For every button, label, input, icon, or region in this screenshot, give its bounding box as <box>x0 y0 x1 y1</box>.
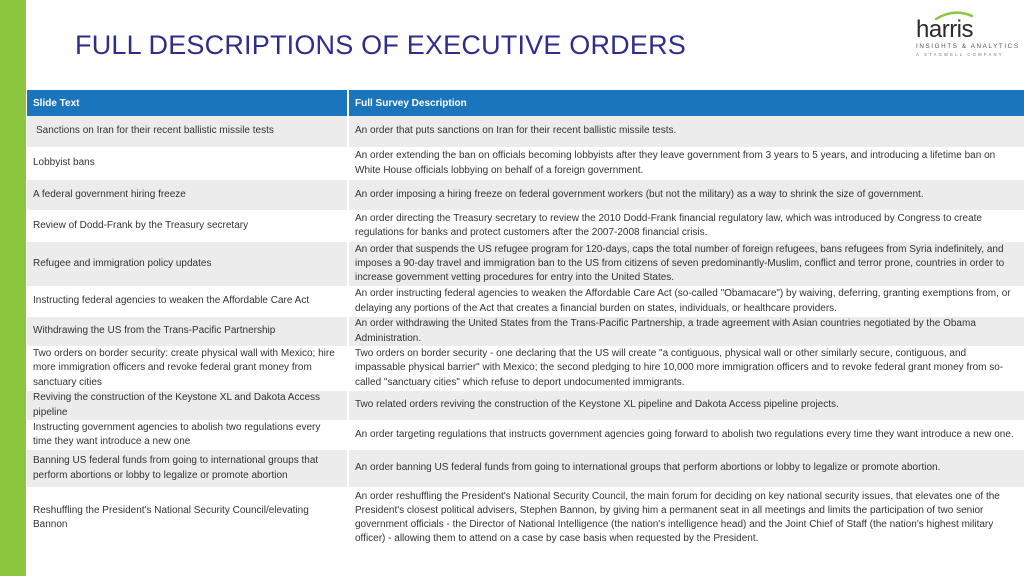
accent-side-bar <box>0 0 26 576</box>
slide-text-cell: Withdrawing the US from the Trans-Pacific Partnership <box>27 317 348 346</box>
table-header-row <box>27 90 1024 116</box>
description-cell: An order extending the ban on officials becoming lobbyists after they leave government from 3 years to 5 years, and introducing a lifetime ban on White House officials lobbying on behalf of a foreign government. <box>348 147 1024 180</box>
description-cell: An order imposing a hiring freeze on federal government workers (but not the military) as a way to shrink the size of government. <box>348 180 1024 210</box>
description-cell: An order reshuffling the President's National Security Council, the main forum for deciding on key national security issues, that elevates one of the President's closest political advisers, Stephen Bannon, by giving him a permanent seat in all meetings and limits the participation of two senior government officials - the Director of National Intelligence (the nation's intelligence head) and the Joint Chief of Staff (the nation's highest military officer) - allowing them to attend on a case by case basis when requested by the President. <box>348 487 1024 549</box>
table-row <box>27 317 1024 346</box>
table-row <box>27 346 1024 391</box>
column-header-description: Full Survey Description <box>348 90 1024 116</box>
description-cell: Two related orders reviving the construction of the Keystone XL pipeline and Dakota Access pipeline projects. <box>348 391 1024 420</box>
description-cell: Two orders on border security - one declaring that the US will create "a contiguous, physical wall or other similarly secure, contiguous, and impassable physical barrier" with Mexico; the second pledging to hire 10,000 more immigration officers and to revoke federal grant money from so-called "sanctuary cities" which refuse to deport undocumented immigrants. <box>348 346 1024 391</box>
slide-text-cell: Two orders on border security: create physical wall with Mexico; hire more immigration officers and revoke federal grant money from sanctuary cities <box>27 346 348 391</box>
description-cell: An order withdrawing the United States from the Trans-Pacific Partnership, a trade agreement with Asian countries negotiated by the Obama Administration. <box>348 317 1024 346</box>
description-cell: An order directing the Treasury secretary to review the 2010 Dodd-Frank financial regulatory law, which was introduced by Congress to create regulations for banks and protect customers after the 2007-2008 financial crisis. <box>348 210 1024 242</box>
slide-text-cell: A federal government hiring freeze <box>27 180 348 210</box>
column-header-slide-text: Slide Text <box>27 90 348 116</box>
table-row <box>27 391 1024 420</box>
page-title: FULL DESCRIPTIONS OF EXECUTIVE ORDERS <box>75 30 686 60</box>
executive-orders-table <box>27 90 1024 549</box>
slide-text-cell: Instructing federal agencies to weaken the Affordable Care Act <box>27 286 348 317</box>
slide-text-cell: Refugee and immigration policy updates <box>27 242 348 286</box>
slide-text-cell: Instructing government agencies to abolish two regulations every time they want introduce a new one <box>27 420 348 450</box>
harris-logo <box>914 10 1018 60</box>
table-row <box>27 420 1024 450</box>
logo-wordmark: harris <box>916 16 974 43</box>
table-row <box>27 210 1024 242</box>
slide-text-cell: Reviving the construction of the Keystone XL and Dakota Access pipeline <box>27 391 348 420</box>
description-cell: An order targeting regulations that instructs government agencies going forward to abolish two regulations every time they want introduce a new one. <box>348 420 1024 450</box>
description-cell: An order banning US federal funds from going to international groups that perform abortions or lobby to legalize or promote abortion. <box>348 450 1024 487</box>
table-row <box>27 180 1024 210</box>
table-row <box>27 487 1024 549</box>
slide-text-cell: Lobbyist bans <box>27 147 348 180</box>
logo-company-line: A STAGWELL COMPANY <box>916 52 1004 57</box>
table-row <box>27 242 1024 286</box>
table-row <box>27 147 1024 180</box>
logo-tagline: INSIGHTS & ANALYTICS <box>916 43 1020 50</box>
table-row <box>27 116 1024 147</box>
slide-text-cell: Reshuffling the President's National Security Council/elevating Bannon <box>27 487 348 549</box>
slide-text-cell: Review of Dodd-Frank by the Treasury secretary <box>27 210 348 242</box>
table-row <box>27 450 1024 487</box>
slide-text-cell: Sanctions on Iran for their recent ballistic missile tests <box>27 116 348 147</box>
slide-text-cell: Banning US federal funds from going to international groups that perform abortions or lobby to legalize or promote abortion <box>27 450 348 487</box>
description-cell: An order that suspends the US refugee program for 120-days, caps the total number of foreign refugees, bans refugees from Syria indefinitely, and imposes a 90-day travel and immigration ban to the US from citizens of seven predominantly-Muslim, conflict and terror prone, countries in order to increase government vetting procedures for entry into the United States. <box>348 242 1024 286</box>
description-cell: An order instructing federal agencies to weaken the Affordable Care Act (so-called "Obamacare") by waiving, deferring, granting exemptions from, or delaying any portions of the Act that creates a financial burden on states, individuals, or healthcare providers. <box>348 286 1024 317</box>
table-row <box>27 286 1024 317</box>
description-cell: An order that puts sanctions on Iran for their recent ballistic missile tests. <box>348 116 1024 147</box>
